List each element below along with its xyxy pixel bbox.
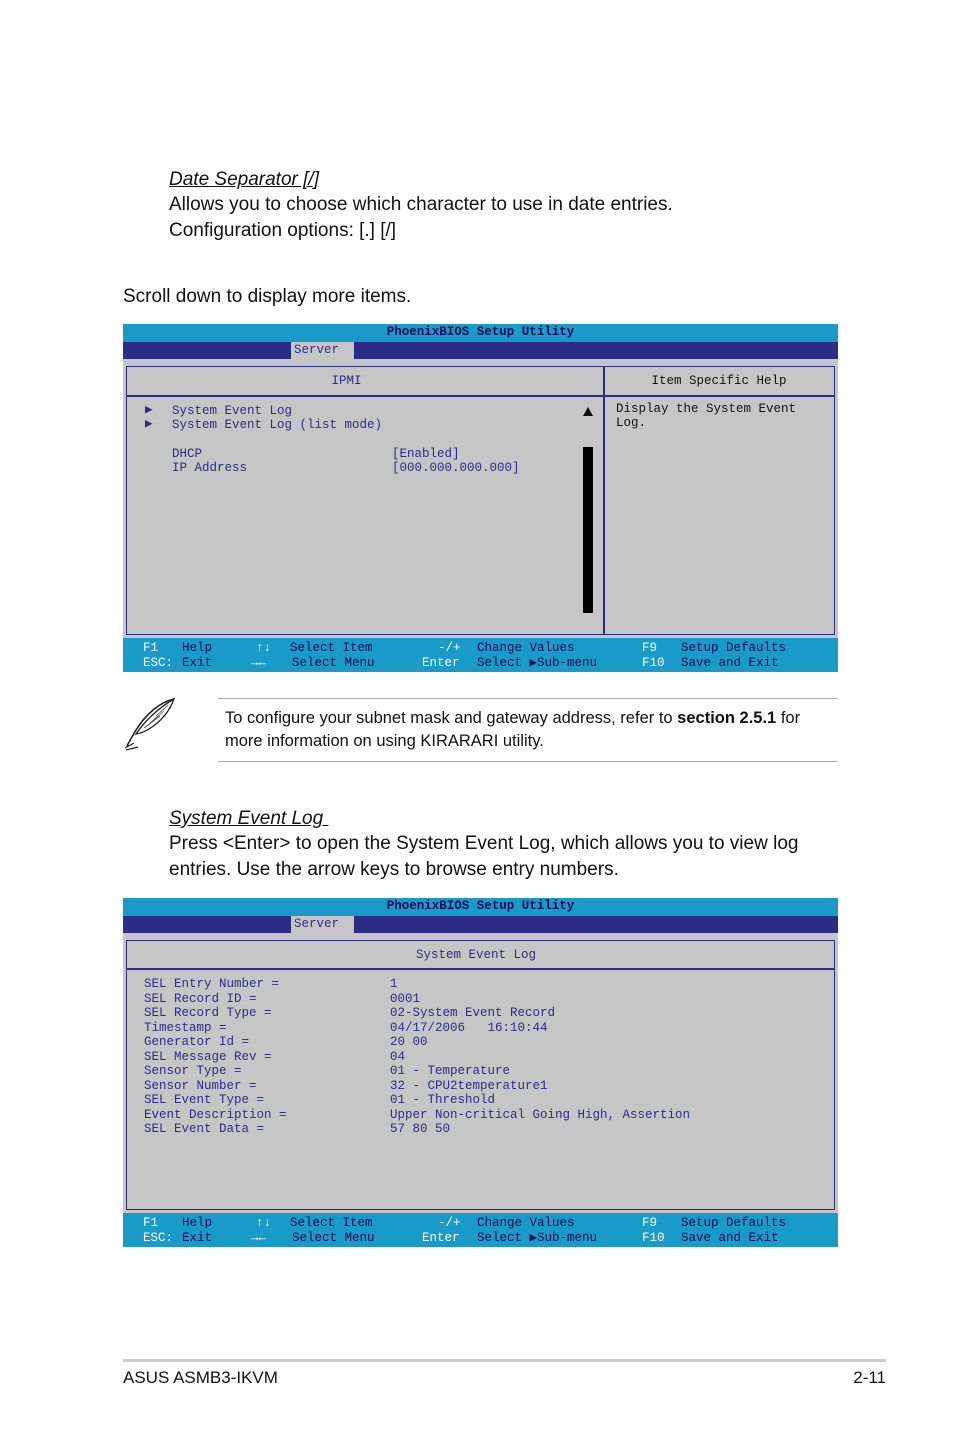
key-f10: F10 (642, 1231, 665, 1245)
key-plusminus: -/+ (438, 1216, 461, 1230)
key-enter: Enter (422, 656, 460, 670)
scrollbar-gap (583, 420, 593, 445)
system-event-log-heading: System Event Log (169, 808, 329, 829)
key-f9: F9 (642, 1216, 658, 1230)
key-updown-icon: ↑↓ (256, 1216, 272, 1230)
sel-rows (144, 977, 824, 1187)
note-line2: more information on using KIRARARI utility. (225, 732, 544, 750)
date-separator-options: Configuration options: [.] [/] (169, 220, 397, 241)
bios-title: PhoenixBIOS Setup Utility (123, 898, 838, 916)
key-leftright-label: Select Menu (292, 1231, 375, 1245)
feather-pen-icon (122, 696, 180, 752)
key-updown-icon: ↑↓ (256, 641, 272, 655)
dhcp-value: [Enabled] (392, 447, 460, 461)
bios-panel (123, 359, 838, 638)
note-text (225, 707, 837, 753)
sel-row-label: SEL Message Rev = (144, 1049, 272, 1064)
key-leftright-label: Select Menu (292, 656, 375, 670)
sel-row-value: 02-System Event Record (390, 1006, 556, 1020)
key-f1: F1 (143, 641, 159, 655)
help-line-1: Display the System Event (616, 402, 797, 416)
bios-screen-sel (123, 898, 838, 1247)
sel-row-label: SEL Record ID = (144, 991, 257, 1006)
sel-row-value: 04/17/2006 16:10:44 (390, 1020, 548, 1035)
key-leftright-icon: →← (251, 656, 267, 670)
scrollbar-thumb[interactable] (583, 447, 593, 613)
key-esc: ESC: (143, 656, 174, 670)
ip-address-label: IP Address (172, 461, 248, 475)
bios-footer (123, 1213, 838, 1247)
sel-row-label: Sensor Type = (144, 1064, 242, 1078)
sel-row-value: 20 00 (390, 1035, 428, 1049)
sel-row-value: Upper Non-critical Going High, Assertion (390, 1107, 691, 1122)
key-leftright-icon: →← (251, 1231, 267, 1245)
key-esc-label: Exit (182, 656, 213, 670)
bios-panel (123, 933, 838, 1213)
sel-row-value: 04 (390, 1049, 406, 1064)
sel-row-label: Event Description = (144, 1107, 287, 1122)
tab-server[interactable]: Server (291, 342, 354, 359)
key-f9: F9 (642, 641, 658, 655)
bios-screen-ipmi (123, 324, 838, 672)
key-plusminus: -/+ (438, 641, 461, 655)
key-plusminus-label: Change Values (477, 1216, 575, 1230)
help-divider (603, 395, 835, 397)
key-enter-label: Select ▶Sub-menu (477, 1231, 598, 1245)
key-esc: ESC: (143, 1231, 174, 1245)
sel-row-value: 57 80 50 (390, 1122, 451, 1136)
ip-address-value: [000.000.000.000] (392, 461, 520, 475)
bios-title: PhoenixBIOS Setup Utility (123, 324, 838, 342)
sel-row-label: SEL Event Data = (144, 1122, 265, 1136)
submenu-arrow-icon: ▶ (145, 417, 153, 431)
key-esc-label: Exit (182, 1231, 213, 1245)
footer-product: ASUS ASMB3-IKVM (123, 1368, 278, 1387)
scrollbar[interactable] (583, 407, 593, 613)
key-f10-label: Save and Exit (681, 1231, 779, 1245)
sel-row-value: 1 (390, 977, 398, 991)
sel-panel-title: System Event Log (415, 948, 537, 962)
date-separator-desc: Allows you to choose which character to use in date entries. (169, 194, 673, 215)
key-plusminus-label: Change Values (477, 641, 575, 655)
tab-server[interactable]: Server (291, 916, 354, 933)
key-f10: F10 (642, 656, 665, 670)
key-f1-label: Help (182, 641, 213, 655)
sel-row-label: Sensor Number = (144, 1078, 257, 1093)
date-separator-heading: Date Separator [/] (169, 169, 319, 190)
sel-divider (126, 968, 835, 970)
sel-row-label: Timestamp = (144, 1020, 227, 1035)
scroll-note: Scroll down to display more items. (123, 286, 412, 307)
key-enter: Enter (422, 1231, 460, 1245)
item-label: System Event Log (list mode) (172, 418, 383, 432)
help-line-2: Log. (616, 416, 647, 430)
sel-row-value: 01 - Temperature (390, 1064, 511, 1078)
sel-row-value: 32 - CPU2temperature1 (390, 1078, 548, 1093)
key-f1-label: Help (182, 1216, 213, 1230)
key-enter-label: Select ▶Sub-menu (477, 656, 598, 670)
key-updown-label: Select Item (290, 641, 373, 655)
note-top-rule (218, 698, 837, 699)
ipmi-panel-title: IPMI (331, 374, 362, 388)
note-post: for (776, 709, 801, 727)
ipmi-divider (126, 395, 605, 397)
key-f10-label: Save and Exit (681, 656, 779, 670)
help-title: Item Specific Help (651, 374, 787, 388)
note-bottom-rule (218, 761, 837, 762)
key-f1: F1 (143, 1216, 159, 1230)
sel-row-label: SEL Event Type = (144, 1093, 265, 1107)
submenu-arrow-icon: ▶ (145, 403, 153, 417)
sel-row-value: 01 - Threshold (390, 1093, 496, 1107)
key-f9-label: Setup Defaults (681, 1216, 787, 1230)
sel-row-label: Generator Id = (144, 1035, 250, 1049)
scroll-up-arrow-icon[interactable] (583, 407, 593, 416)
dhcp-label: DHCP (172, 447, 203, 461)
system-event-log-desc-2: entries. Use the arrow keys to browse entry numbers. (169, 859, 619, 880)
system-event-log-desc-1: Press <Enter> to open the System Event Log, which allows you to view log (169, 833, 799, 854)
item-label: System Event Log (172, 404, 293, 418)
bios-menubar (123, 916, 838, 933)
bios-footer (123, 638, 838, 672)
key-updown-label: Select Item (290, 1216, 373, 1230)
note-pre: To configure your subnet mask and gateway address, refer to (225, 709, 678, 727)
sel-row-label: SEL Record Type = (144, 1006, 272, 1020)
bios-menubar (123, 342, 838, 359)
footer-rule (123, 1359, 886, 1362)
footer-page-number: 2-11 (853, 1368, 886, 1387)
key-f9-label: Setup Defaults (681, 641, 787, 655)
sel-row-value: 0001 (390, 991, 421, 1006)
sel-row-label: SEL Entry Number = (144, 977, 280, 991)
note-section-ref: section 2.5.1 (677, 709, 777, 727)
